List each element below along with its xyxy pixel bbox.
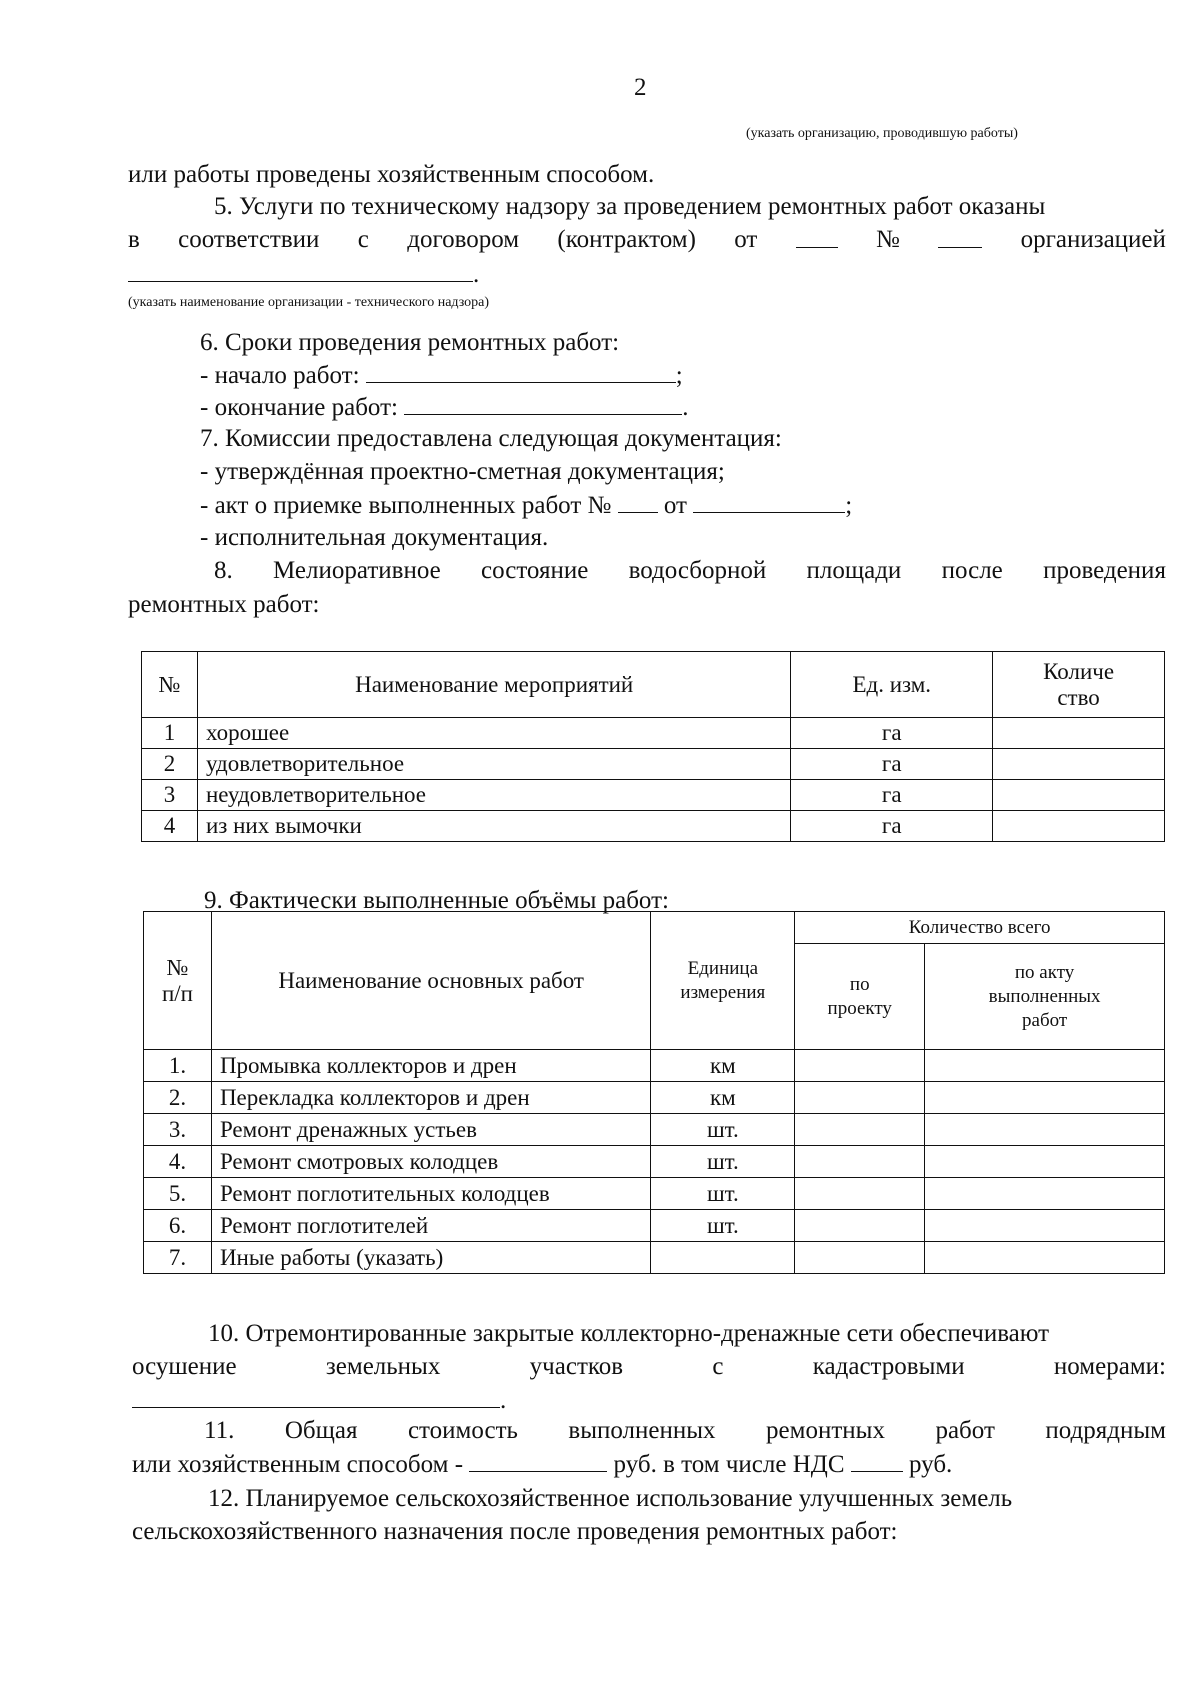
line-household-method: или работы проведены хозяйственным способом. — [128, 161, 655, 188]
act-cell[interactable] — [925, 1178, 1165, 1210]
qty-cell[interactable] — [993, 749, 1165, 780]
p8-line2: ремонтных работ: — [128, 591, 320, 618]
table-row: 2 удовлетворительное га — [142, 749, 1165, 780]
supervision-org-blank[interactable] — [128, 259, 473, 282]
p11-line1: 11. Общая стоимость выполненных ремонтных работ подрядным — [204, 1417, 1166, 1444]
note-supervision: (указать наименование организации - технического надзора) — [128, 295, 490, 310]
p10-line2: осушение земельных участков с кадастровыми номерами: — [132, 1353, 1166, 1380]
project-cell[interactable] — [795, 1210, 925, 1242]
p5-word: соответствии — [178, 226, 320, 253]
col-header-project: по проекту — [795, 944, 925, 1050]
note-organization: (указать организацию, проводившую работы) — [746, 126, 1018, 141]
table-row: 4 из них вымочки га — [142, 811, 1165, 842]
finish-date-blank[interactable] — [404, 392, 682, 415]
p7-item2: - акт о приемке выполненных работ № от ; — [200, 492, 853, 519]
table-row: 6. Ремонт поглотителей шт. — [144, 1210, 1165, 1242]
col-header-name: Наименование мероприятий — [197, 652, 790, 718]
act-date-blank[interactable] — [693, 490, 845, 513]
p5-word: № — [876, 226, 900, 253]
project-cell[interactable] — [795, 1082, 925, 1114]
p7-item3: - исполнительная документация. — [200, 524, 549, 551]
p5-word: организацией — [1020, 226, 1166, 253]
p6-title: 6. Сроки проведения ремонтных работ: — [200, 329, 620, 356]
p5-word: от — [734, 226, 758, 253]
col-header-num: № п/п — [144, 912, 212, 1050]
project-cell[interactable] — [795, 1178, 925, 1210]
page-number: 2 — [634, 74, 647, 101]
table-row: 1. Промывка коллекторов и дрен км — [144, 1050, 1165, 1082]
col-header-qty: Количе ство — [993, 652, 1165, 718]
qty-cell[interactable] — [993, 811, 1165, 842]
table-row: 5. Ремонт поглотительных колодцев шт. — [144, 1178, 1165, 1210]
qty-cell[interactable] — [993, 718, 1165, 749]
table-row: 3. Ремонт дренажных устьев шт. — [144, 1114, 1165, 1146]
cadastral-numbers-blank[interactable] — [132, 1385, 500, 1408]
start-line: - начало работ: ; — [200, 362, 683, 389]
contract-date-blank[interactable] — [796, 225, 838, 248]
col-header-num: № — [142, 652, 198, 718]
vat-amount-blank[interactable] — [851, 1449, 903, 1472]
p5-line2 — [128, 225, 1166, 255]
col-header-act: по акту выполненных работ — [925, 944, 1165, 1050]
p8-line1: 8. Мелиоративное состояние водосборной площади после проведения — [214, 557, 1166, 584]
p5-word: договором — [407, 226, 520, 253]
col-header-unit: Ед. изм. — [791, 652, 993, 718]
table-header-row — [144, 912, 1165, 944]
contract-number-blank[interactable] — [938, 225, 982, 248]
start-date-blank[interactable] — [366, 360, 676, 383]
table-row: 4. Ремонт смотровых колодцев шт. — [144, 1146, 1165, 1178]
p7-title: 7. Комиссии предоставлена следующая документация: — [200, 425, 782, 452]
act-number-blank[interactable] — [618, 490, 658, 513]
p11-line2: или хозяйственным способом - руб. в том числе НДС руб. — [132, 1451, 953, 1478]
p9-title: 9. Фактически выполненные объёмы работ: — [204, 887, 669, 914]
finish-line: - окончание работ: . — [200, 394, 689, 421]
project-cell[interactable] — [795, 1050, 925, 1082]
table-row: 7. Иные работы (указать) — [144, 1242, 1165, 1274]
melioration-state-table — [141, 651, 1165, 842]
p12-line1: 12. Планируемое сельскохозяйственное использование улучшенных земель — [208, 1485, 1013, 1512]
act-cell[interactable] — [925, 1114, 1165, 1146]
p5-word: (контрактом) — [557, 226, 696, 253]
project-cell[interactable] — [795, 1146, 925, 1178]
p7-item1: - утверждённая проектно-сметная документация; — [200, 458, 725, 485]
table-row: 3 неудовлетворительное га — [142, 780, 1165, 811]
project-cell[interactable] — [795, 1242, 925, 1274]
total-cost-blank[interactable] — [469, 1449, 607, 1472]
table-header-row — [142, 652, 1165, 718]
act-cell[interactable] — [925, 1242, 1165, 1274]
p5-word: в — [128, 226, 140, 253]
act-cell[interactable] — [925, 1050, 1165, 1082]
table-row: 2. Перекладка коллекторов и дрен км — [144, 1082, 1165, 1114]
supervision-org-line: . — [128, 259, 479, 290]
p5-word: с — [357, 226, 369, 253]
act-cell[interactable] — [925, 1082, 1165, 1114]
col-header-name: Наименование основных работ — [211, 912, 650, 1050]
qty-cell[interactable] — [993, 780, 1165, 811]
project-cell[interactable] — [795, 1114, 925, 1146]
col-header-total: Количество всего — [795, 912, 1165, 944]
col-header-unit: Единица измерения — [651, 912, 795, 1050]
act-cell[interactable] — [925, 1146, 1165, 1178]
p10-line1: 10. Отремонтированные закрытые коллекторно-дренажные сети обеспечивают — [208, 1320, 1050, 1347]
cadastral-line: . — [132, 1385, 506, 1416]
p12-line2: сельскохозяйственного назначения после проведения ремонтных работ: — [132, 1518, 898, 1545]
p5-line1: 5. Услуги по техническому надзору за проведением ремонтных работ оказаны — [214, 193, 1046, 220]
work-volumes-table — [143, 911, 1165, 1274]
act-cell[interactable] — [925, 1210, 1165, 1242]
table-row: 1 хорошее га — [142, 718, 1165, 749]
